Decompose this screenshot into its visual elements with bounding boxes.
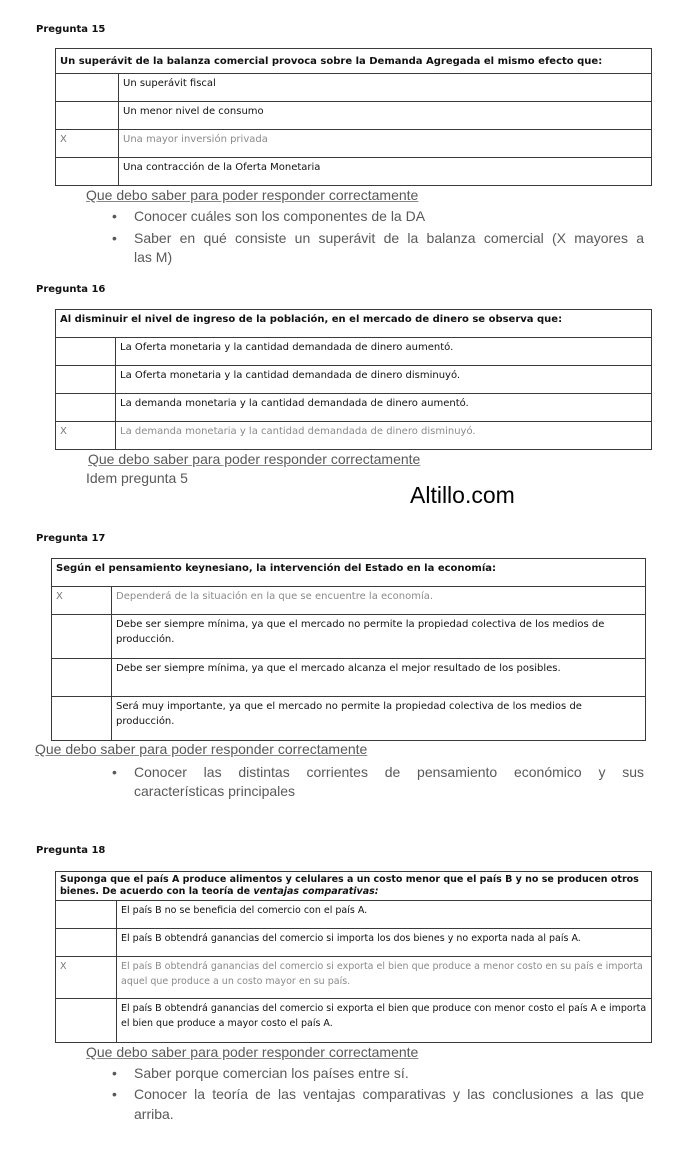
question-stem: Un superávit de la balanza comercial provoca sobre la Demanda Agregada el mismo efecto que: [56,49,652,74]
bullet-text: Conocer la teoría de las ventajas comparativas y las conclusiones a las que [134,1086,644,1102]
answer-mark [56,102,119,130]
bullet-item [112,228,644,248]
question-table [55,871,652,1043]
bullet-item [112,762,644,782]
answer-mark [56,366,116,394]
answer-mark: X [56,422,116,450]
answer-mark [56,158,119,186]
answer-mark [52,659,112,697]
answer-mark [56,999,117,1043]
bullet-dot-icon: • [112,764,117,780]
bullet-dot-icon: • [112,208,117,224]
question-stem [56,872,652,901]
option-text: La Oferta monetaria y la cantidad demandada de dinero aumentó. [116,338,652,366]
option-text-correct: Dependerá de la situación en la que se encuentre la economía. [112,587,646,615]
bullet-continuation: características principales [134,783,296,799]
answer-mark [56,901,117,929]
answer-mark [52,697,112,741]
section-heading: Que debo saber para poder responder correctamente [88,451,421,467]
bullet-dot-icon: • [112,1065,117,1081]
section-heading: Que debo saber para poder responder correctamente [35,741,368,757]
bullet-text: Conocer las distintas corrientes de pensamiento económico y sus [134,764,644,780]
site-logo: Altillo.com [410,482,515,508]
option-text: Una contracción de la Oferta Monetaria [119,158,652,186]
option-text: Debe ser siempre mínima, ya que el mercado no permite la propiedad colectiva de los medios de producción. [112,615,646,659]
question-stem-text: Suponga que el país A produce alimentos y celulares a un costo menor que el país B y no se producen otros bienes. De acuerdo con la teoría de [60,874,639,897]
bullet-continuation: las M) [134,249,173,265]
answer-mark [56,74,119,102]
option-text: La Oferta monetaria y la cantidad demandada de dinero disminuyó. [116,366,652,394]
question-table [55,309,652,450]
bullet-item [112,206,644,226]
answer-mark: X [56,130,119,158]
bullet-text: Conocer cuáles son los componentes de la DA [134,208,426,224]
question-stem-emphasis: ventajas comparativas: [253,886,379,897]
option-text: Un superávit fiscal [119,74,652,102]
question-stem: Al disminuir el nivel de ingreso de la población, en el mercado de dinero se observa que: [56,310,652,338]
option-text: Será muy importante, ya que el mercado no permite la propiedad colectiva de los medios de producción. [112,697,646,741]
bullet-text: Saber en qué consiste un superávit de la balanza comercial (X mayores a [134,230,644,246]
bullet-dot-icon: • [112,1086,117,1102]
answer-mark [52,615,112,659]
bullet-text: Saber porque comercian los países entre sí. [134,1065,409,1081]
question-title: Pregunta 15 [36,24,106,35]
option-text-correct: Una mayor inversión privada [119,130,652,158]
section-heading: Que debo saber para poder responder correctamente [86,1044,419,1060]
option-text-correct: El país B obtendrá ganancias del comercio si exporta el bien que produce a menor costo en su país e importa aquel que produce a un costo mayor en su país. [117,957,652,999]
option-text-correct: La demanda monetaria y la cantidad demandada de dinero disminuyó. [116,422,652,450]
question-table [55,48,652,186]
question-table [51,558,646,741]
option-text: El país B obtendrá ganancias del comercio si exporta el bien que produce con menor costo el país A e importa el bien que produce a mayor costo el país A. [117,999,652,1043]
answer-mark: X [52,587,112,615]
option-text: Debe ser siempre mínima, ya que el mercado alcanza el mejor resultado de los posibles. [112,659,646,697]
bullet-continuation: arriba. [134,1106,174,1122]
option-text: El país B no se beneficia del comercio con el país A. [117,901,652,929]
option-text: La demanda monetaria y la cantidad demandada de dinero aumentó. [116,394,652,422]
question-stem: Según el pensamiento keynesiano, la intervención del Estado en la economía: [52,559,646,587]
bullet-dot-icon: • [112,230,117,246]
question-title: Pregunta 17 [36,533,106,544]
answer-mark: X [56,957,117,999]
option-text: Un menor nivel de consumo [119,102,652,130]
section-heading: Que debo saber para poder responder correctamente [86,187,419,203]
answer-mark [56,394,116,422]
answer-mark [56,338,116,366]
note-text: Idem pregunta 5 [86,470,188,486]
option-text: El país B obtendrá ganancias del comercio si importa los dos bienes y no exporta nada al país A. [117,929,652,957]
bullet-item [112,1063,644,1083]
answer-mark [56,929,117,957]
bullet-item [112,1084,644,1104]
question-title: Pregunta 18 [36,845,106,856]
question-title: Pregunta 16 [36,284,106,295]
